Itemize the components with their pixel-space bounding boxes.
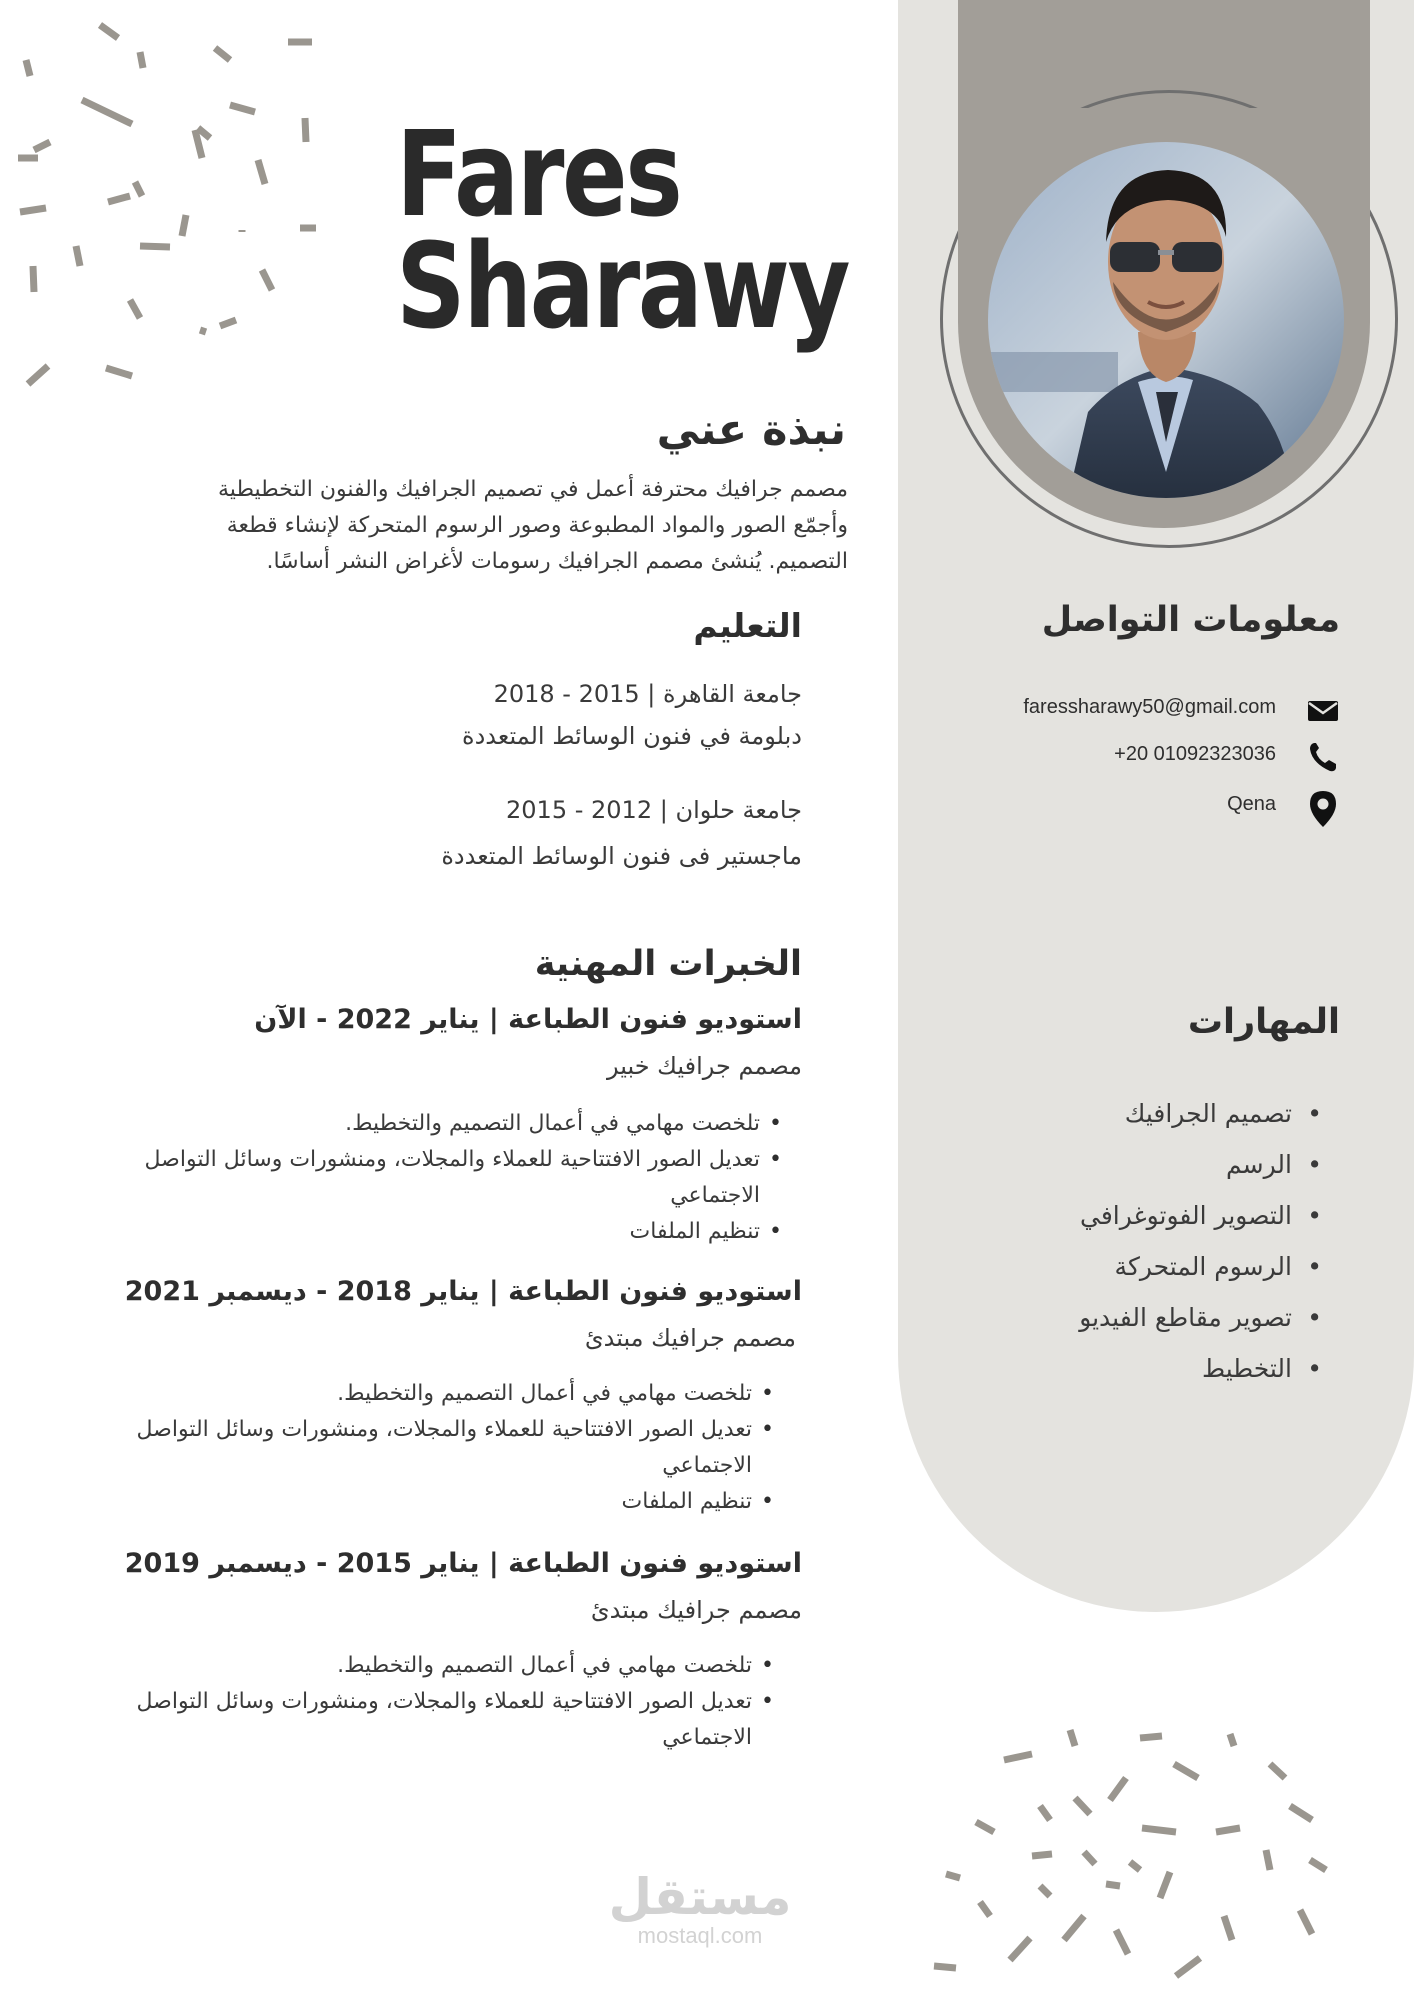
list-item: • تعديل الصور الافتتاحية للعملاء والمجلات، ومنشورات وسائل التواصل الاجتماعي xyxy=(60,1684,774,1756)
skills-list xyxy=(1000,1088,1322,1394)
phone-icon xyxy=(1306,739,1340,775)
education-title: التعليم xyxy=(693,606,802,645)
skill-item: • التخطيط xyxy=(1000,1343,1322,1394)
job-duties xyxy=(60,1648,774,1756)
profile-photo xyxy=(988,142,1344,498)
phone-text: +20 01092323036 xyxy=(1114,743,1276,765)
education-degree: ماجستير فى فنون الوسائط المتعددة xyxy=(441,842,802,870)
list-item: • تلخصت مهامي في أعمال التصميم والتخطيط. xyxy=(62,1106,782,1142)
job-heading: استوديو فنون الطباعة | يناير 2022 - الآن xyxy=(254,1004,802,1035)
job-duties xyxy=(62,1106,782,1250)
about-line: وأجمّع الصور والمواد المطبوعة وصور الرسوم المتحركة لإنشاء قطعة xyxy=(226,513,848,538)
confetti-decoration-bottom xyxy=(920,1720,1400,1990)
job-heading: استوديو فنون الطباعة | يناير 2015 - ديسمبر 2019 xyxy=(124,1548,802,1579)
skill-item: • تصميم الجرافيك xyxy=(1000,1088,1322,1139)
confetti-decoration-top xyxy=(0,0,330,400)
contact-phone xyxy=(960,737,1340,777)
contact-title: معلومات التواصل xyxy=(1041,600,1340,640)
list-item: • تلخصت مهامي في أعمال التصميم والتخطيط. xyxy=(60,1648,774,1684)
watermark-arabic: مستقل xyxy=(608,1868,792,1926)
contact-email xyxy=(960,690,1340,730)
about-line: مصمم جرافيك محترفة أعمل في تصميم الجرافيك والفنون التخطيطية xyxy=(218,477,848,502)
job-role: مصمم جرافيك مبتدئ xyxy=(584,1324,796,1352)
contact-location xyxy=(960,787,1340,827)
about-title: نبذة عني xyxy=(656,405,846,455)
name-first: Fares xyxy=(396,105,681,243)
watermark-logo xyxy=(600,1870,800,1948)
email-text: faressharawy50@gmail.com xyxy=(1023,696,1276,718)
education-school: جامعة حلوان | 2012 - 2015 xyxy=(506,796,802,824)
name-last: Sharawy xyxy=(396,217,849,355)
location-text: Qena xyxy=(1227,793,1276,815)
about-line: التصميم. يُنشئ مصمم الجرافيك رسومات لأغراض النشر أساسًا. xyxy=(266,549,848,574)
skill-item: • التصوير الفوتوغرافي xyxy=(1000,1190,1322,1241)
list-item: • تلخصت مهامي في أعمال التصميم والتخطيط. xyxy=(60,1376,774,1412)
skill-item: • الرسم xyxy=(1000,1139,1322,1190)
skill-item: • الرسوم المتحركة xyxy=(1000,1241,1322,1292)
education-school: جامعة القاهرة | 2015 - 2018 xyxy=(493,680,802,708)
skills-title: المهارات xyxy=(1187,1002,1340,1042)
list-item: • تعديل الصور الافتتاحية للعملاء والمجلات، ومنشورات وسائل التواصل الاجتماعي xyxy=(62,1142,782,1214)
job-role: مصمم جرافيك مبتدئ xyxy=(590,1596,802,1624)
mail-icon xyxy=(1306,692,1340,728)
experience-title: الخبرات المهنية xyxy=(534,944,802,984)
skill-item: • تصوير مقاطع الفيديو xyxy=(1000,1292,1322,1343)
candidate-name xyxy=(396,105,849,355)
job-heading: استوديو فنون الطباعة | يناير 2018 - ديسمبر 2021 xyxy=(124,1276,802,1307)
list-item: • تنظيم الملفات xyxy=(62,1214,782,1250)
location-pin-icon xyxy=(1306,789,1340,829)
job-duties xyxy=(60,1376,774,1520)
list-item: • تعديل الصور الافتتاحية للعملاء والمجلات، ومنشورات وسائل التواصل الاجتماعي xyxy=(60,1412,774,1484)
education-degree: دبلومة في فنون الوسائط المتعددة xyxy=(462,722,802,750)
list-item: • تنظيم الملفات xyxy=(60,1484,774,1520)
watermark-latin: mostaql.com xyxy=(637,1923,763,1948)
about-text xyxy=(110,472,848,580)
job-role: مصمم جرافيك خبير xyxy=(606,1052,802,1080)
